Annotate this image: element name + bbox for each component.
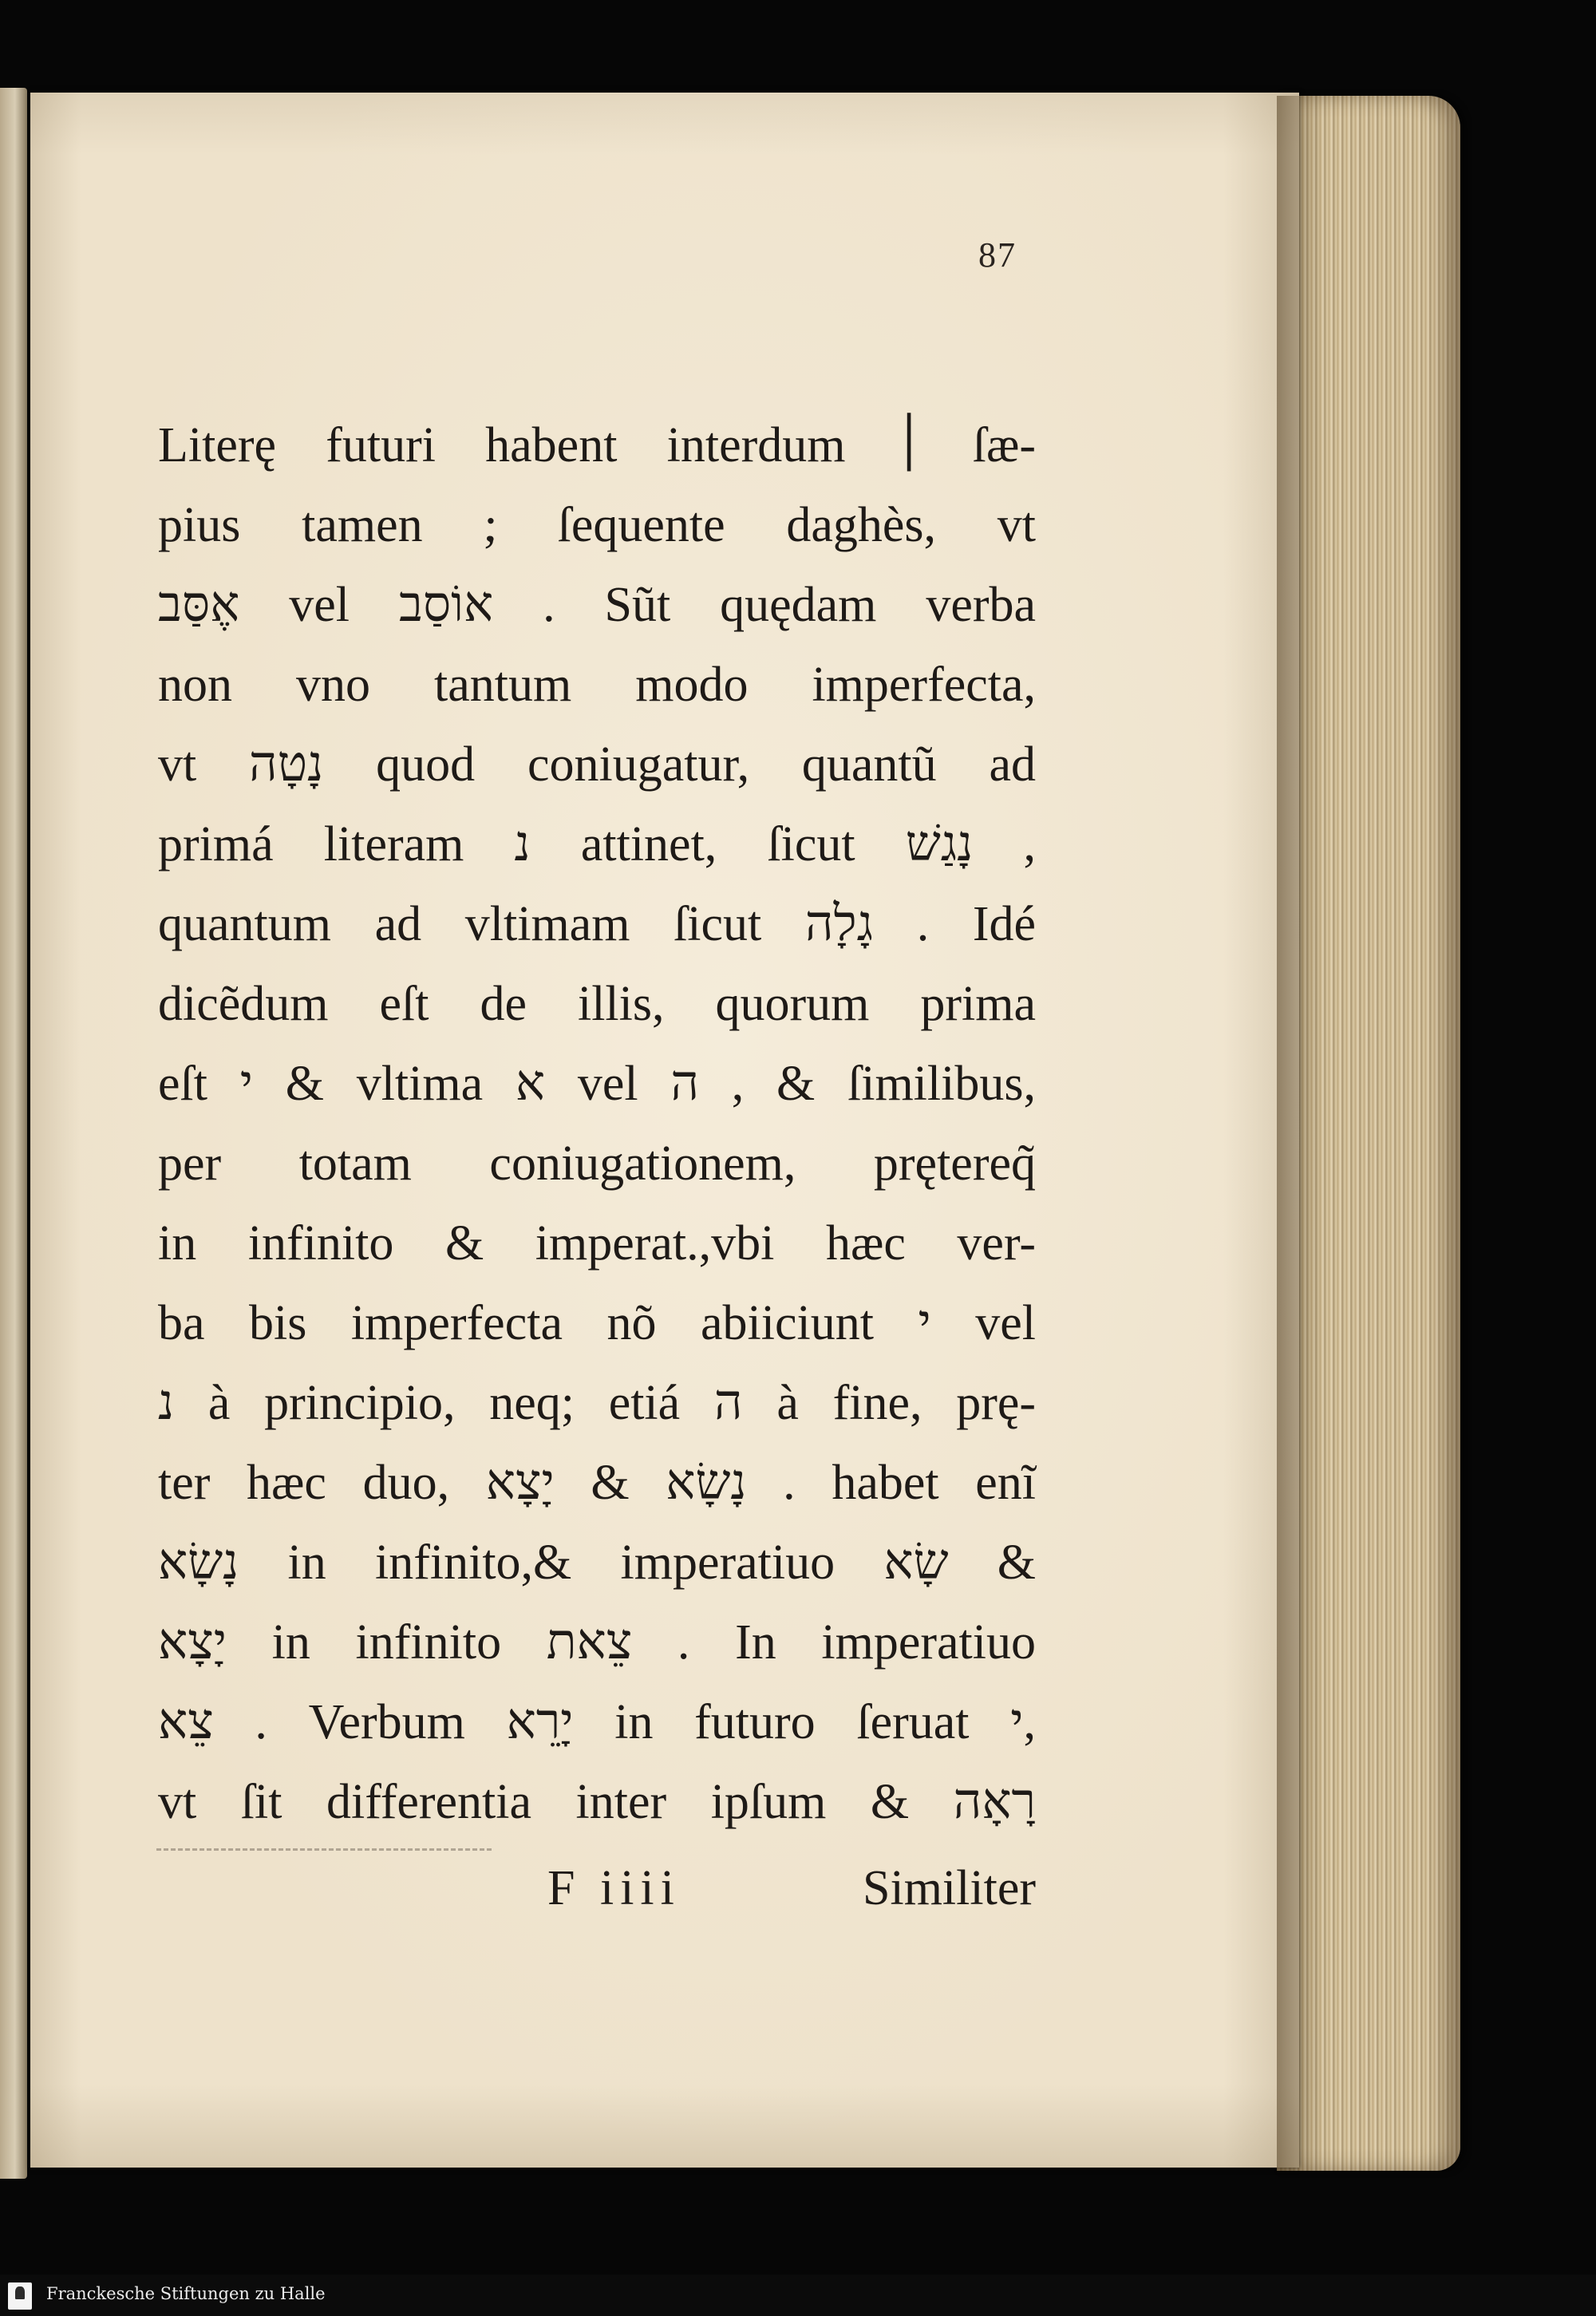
text-line-5: vt נָטָה quod coniugatur, quantũ ad <box>158 737 1036 792</box>
text-line-4: non vno tantum modo imperfecta, <box>158 658 1036 712</box>
text-line-3: אֶסַּב vel אוֹסַב . Sũt quędam verba <box>158 578 1037 632</box>
text-line-8: dicẽdum eſt de illis, quorum prima <box>158 977 1036 1031</box>
text-line-18: vt ſit differentia inter ipſum & רָאָה <box>158 1775 1036 1829</box>
text-line-13: נ à principio, neq; etiá ה à fine, prę- <box>158 1376 1036 1430</box>
text-line-16: יָצָא in infinito צֵאת . In imperatiuo <box>158 1615 1037 1670</box>
signature-line <box>158 1848 1036 1928</box>
text-line-17: צֵא . Verbum יָרֵא in futuro ſeruat י, <box>158 1695 1036 1749</box>
text-line-7: quantum ad vltimam ſicut גָלָה . Idé <box>158 897 1036 951</box>
text-line-11: in infinito & imperat.,vbi hæc ver- <box>158 1216 1036 1271</box>
library-logo-icon <box>8 2282 32 2310</box>
text-line-14: ter hæc duo, נָשָׂא & יָצָא . habet enĩ <box>158 1456 1037 1510</box>
text-line-6: primá literam נ attinet, ſicut נָגַשׁ , <box>158 817 1037 871</box>
library-credit: Franckesche Stiftungen zu Halle <box>46 2284 326 2303</box>
signature-mark: F iiii <box>547 1861 681 1915</box>
text-line-10: per totam coniugationem, prętereq̃ <box>158 1136 1036 1191</box>
page-number: 87 <box>978 235 1017 275</box>
text-line-15: נָשָׂא in infinito,& imperatiuo שָׂא & <box>158 1535 1036 1590</box>
catchword: Similiter <box>863 1861 1036 1915</box>
text-line-1: Literę futuri habent interdum ׀ ſæ- <box>158 418 1036 472</box>
text-line-2: pius tamen ׃, ſequente daghès, vt <box>158 498 1036 552</box>
text-block <box>158 405 1036 1842</box>
bleed-through-rule <box>156 1848 492 1859</box>
book-page <box>30 93 1299 2168</box>
previous-leaf-edge <box>0 88 27 2179</box>
gutter-shadow <box>1277 96 1325 2171</box>
text-line-12: ba bis imperfecta nõ abiiciunt י vel <box>158 1296 1036 1350</box>
text-line-9: eſt י & vltima א vel ה , & ſimilibus, <box>158 1057 1036 1111</box>
footer-bar <box>0 2275 1596 2316</box>
